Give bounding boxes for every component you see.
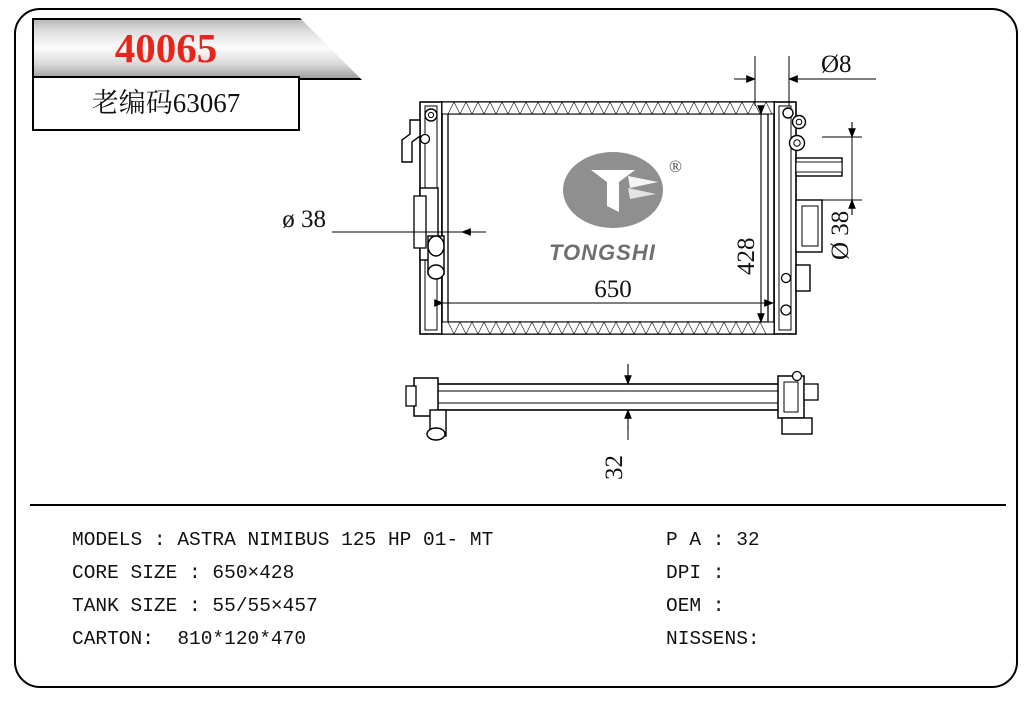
spec-nissens: NISSENS: <box>666 628 760 650</box>
svg-text:TONGSHI: TONGSHI <box>549 240 656 265</box>
radiator-top-view <box>406 372 818 441</box>
spec-dpi: DPI : <box>666 562 725 584</box>
radiator-drawing-svg <box>16 10 1020 506</box>
spec-oem: OEM : <box>666 595 725 617</box>
spec-column-right <box>666 524 760 656</box>
dimension-thickness <box>601 364 628 480</box>
section-divider <box>30 504 1006 506</box>
technical-drawing <box>16 10 1020 506</box>
spec-pa: P A : 32 <box>666 529 760 551</box>
dim-height-label: 428 <box>733 237 760 275</box>
spec-core-size: CORE SIZE : 650×428 <box>72 562 295 584</box>
spec-tank-size: TANK SIZE : 55/55×457 <box>72 595 318 617</box>
dim-right-neck-label: Ø 38 <box>827 210 854 260</box>
drawing-sheet <box>14 8 1018 688</box>
spec-carton: CARTON: 810*120*470 <box>72 628 307 650</box>
specification-table <box>16 510 1020 686</box>
part-code: 40065 <box>114 25 218 71</box>
old-part-code: 老编码63067 <box>91 88 241 118</box>
dim-width-label: 650 <box>594 276 632 303</box>
svg-text:®: ® <box>669 157 682 176</box>
spec-models: MODELS : ASTRA NIMIBUS 125 HP 01- MT <box>72 529 494 551</box>
dimension-top-inlet <box>734 51 876 106</box>
dim-thickness-label: 32 <box>601 455 628 480</box>
dim-top-inlet-label: Ø8 <box>821 51 852 78</box>
dim-left-neck-label: ø 38 <box>282 206 326 233</box>
dimension-right-neck <box>822 122 862 260</box>
spec-column-left <box>72 524 493 656</box>
